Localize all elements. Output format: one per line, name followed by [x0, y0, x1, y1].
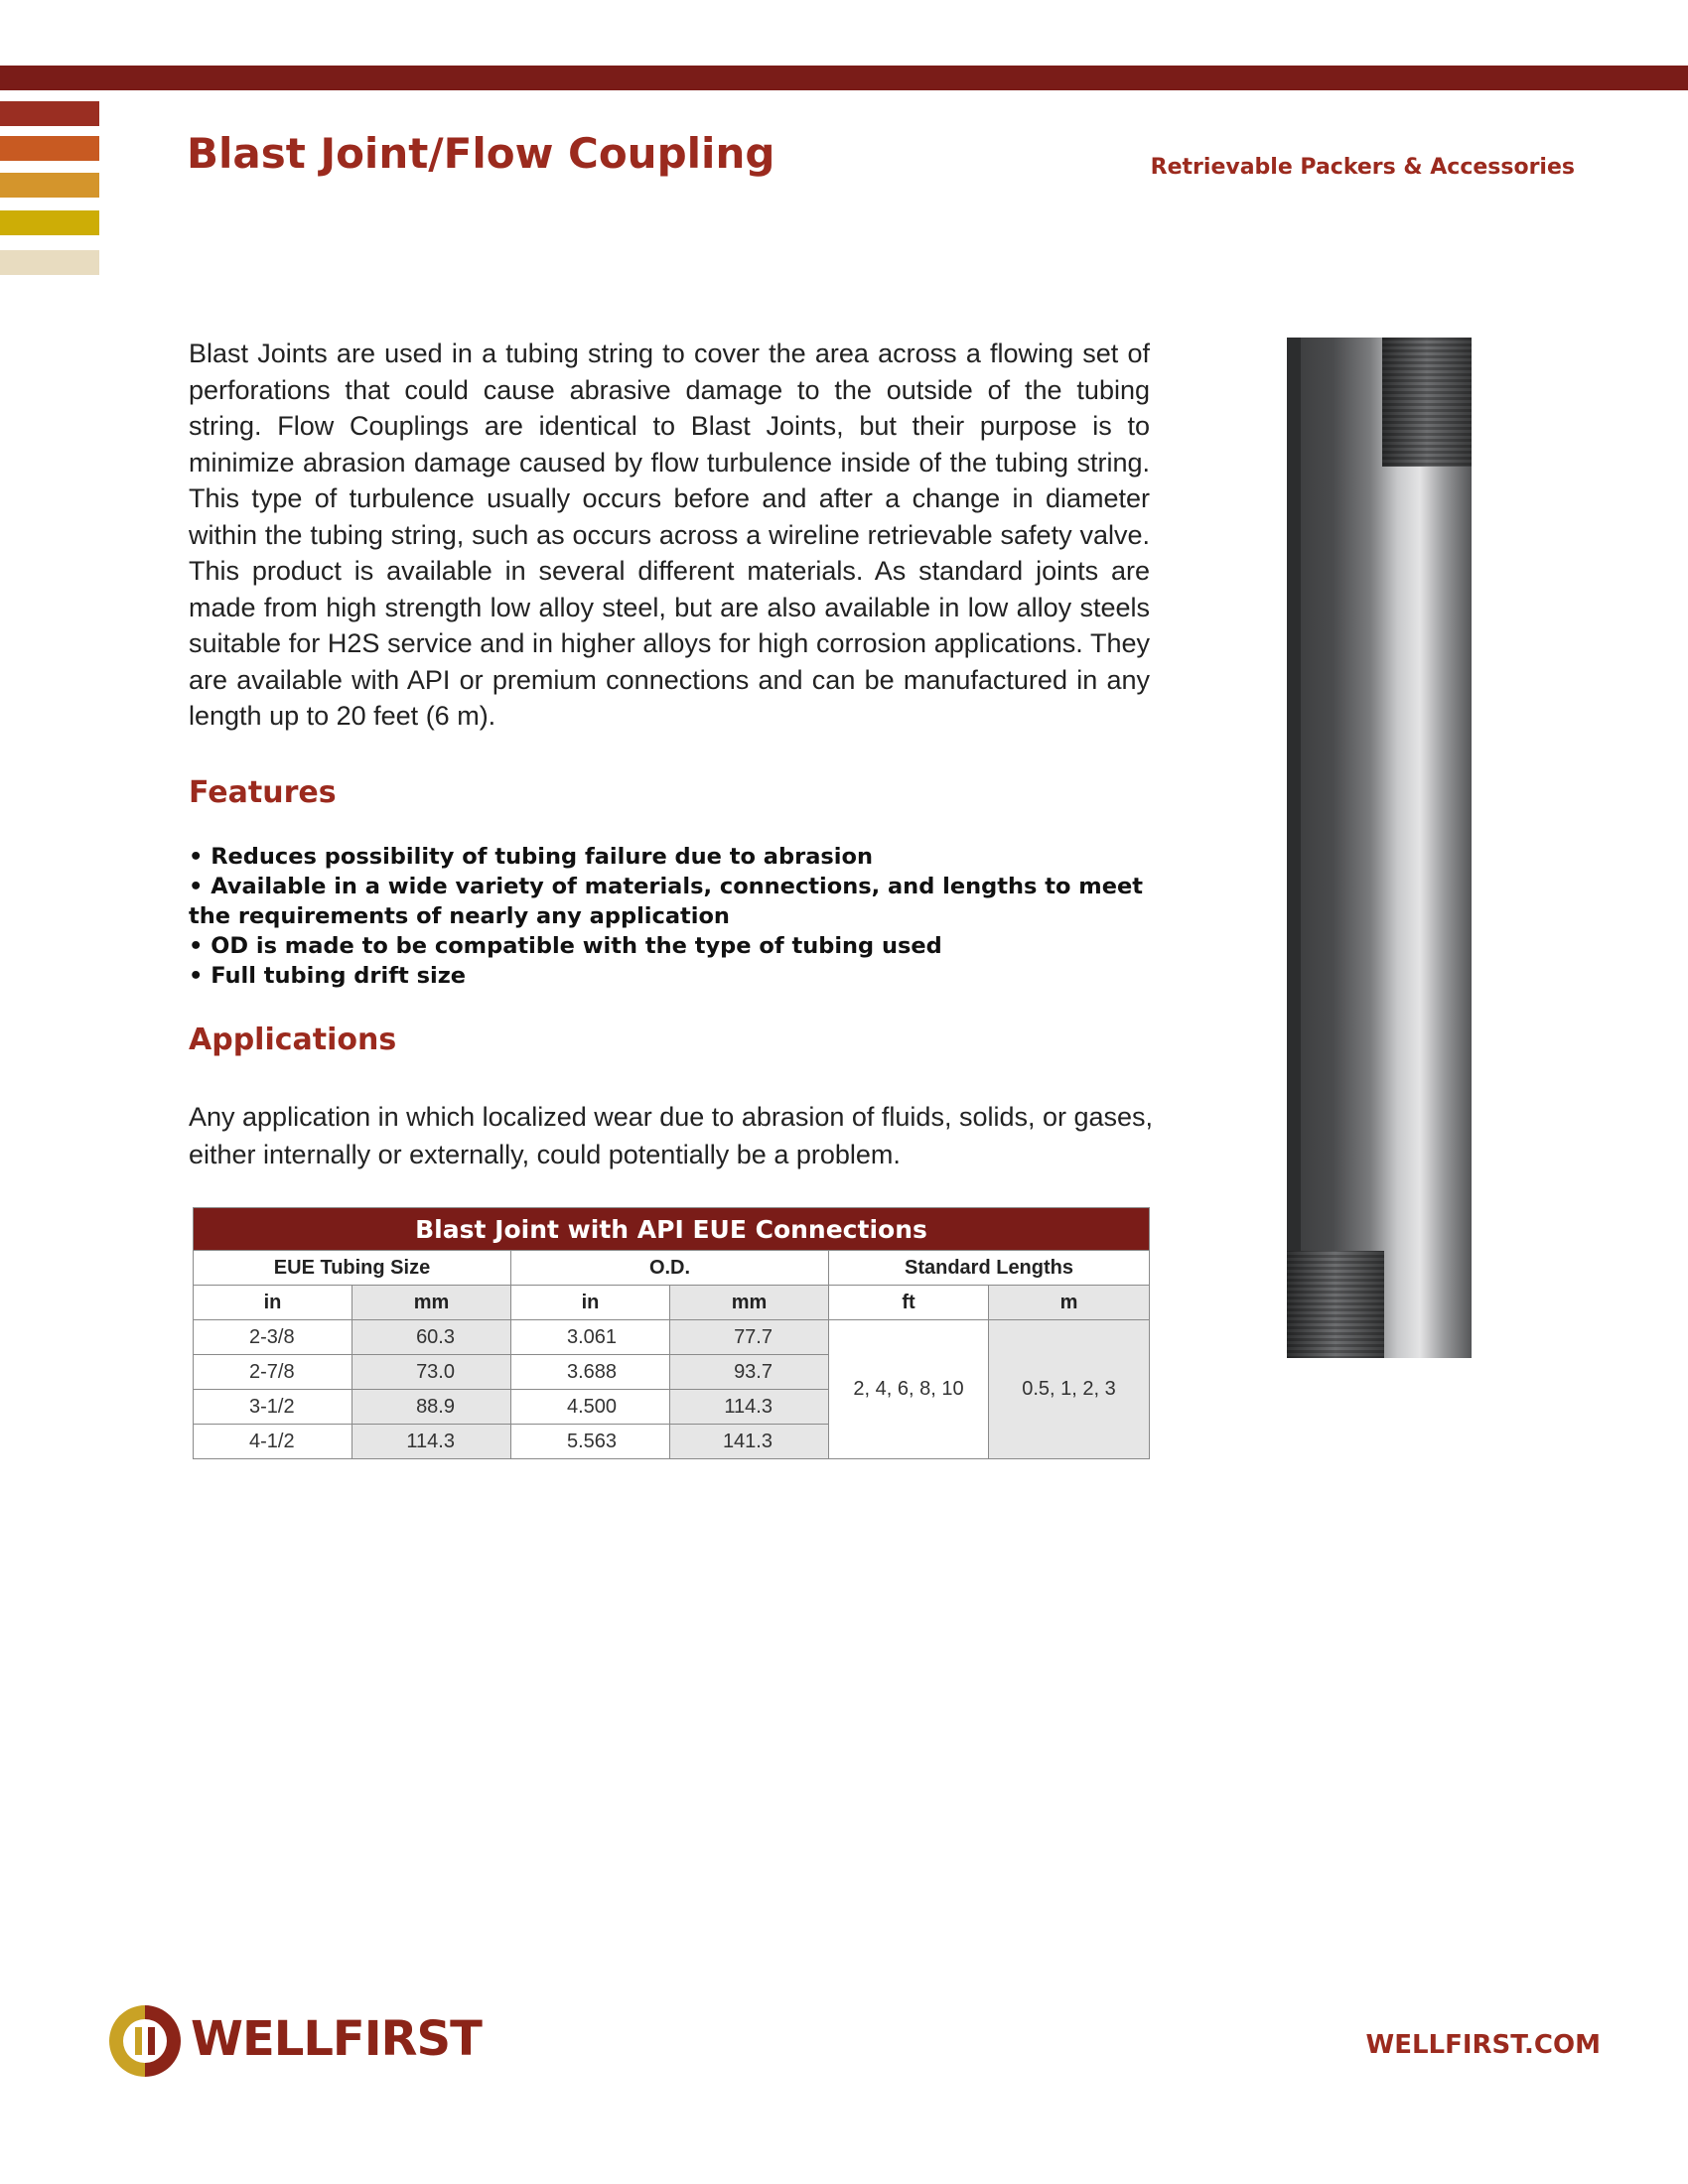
- applications-heading: Applications: [189, 1023, 397, 1057]
- table-row: [194, 1320, 1150, 1355]
- table-cell: 5.563: [511, 1425, 670, 1459]
- unit-header: in: [194, 1286, 352, 1320]
- table-cell: 2-7/8: [194, 1355, 352, 1390]
- wellfirst-logo-icon: [105, 2001, 185, 2081]
- color-stripe: [0, 101, 99, 126]
- unit-header: mm: [670, 1286, 829, 1320]
- color-stripe: [0, 210, 99, 235]
- table-title: Blast Joint with API EUE Connections: [194, 1208, 1150, 1251]
- color-stripe: [0, 173, 99, 198]
- table-cell: 93.7: [670, 1355, 829, 1390]
- column-group-header: Standard Lengths: [829, 1251, 1150, 1286]
- table-cell: 4.500: [511, 1390, 670, 1425]
- color-stripe: [0, 250, 99, 275]
- table-cell: 77.7: [670, 1320, 829, 1355]
- lengths-m-cell: 0.5, 1, 2, 3: [989, 1320, 1150, 1459]
- table-cell: 2-3/8: [194, 1320, 352, 1355]
- unit-header: ft: [829, 1286, 989, 1320]
- table-cell: 3.688: [511, 1355, 670, 1390]
- applications-text: Any application in which localized wear due to abrasion of fluids, solids, or gases, either internally or externally, could potentially be a problem.: [189, 1102, 1154, 1169]
- feature-item: • Available in a wide variety of materials, connections, and lengths to meet the requirements of nearly any application: [189, 872, 1182, 931]
- category-label: Retrievable Packers & Accessories: [1150, 155, 1575, 180]
- table-cell: 60.3: [352, 1320, 511, 1355]
- feature-item: • OD is made to be compatible with the type of tubing used: [189, 931, 1182, 961]
- table-cell: 3.061: [511, 1320, 670, 1355]
- website-link[interactable]: WELLFIRST.COM: [1365, 2030, 1601, 2060]
- product-image-blast-joint: [1287, 338, 1472, 1358]
- table-unit-header: [194, 1286, 1150, 1320]
- spec-table: [193, 1207, 1150, 1459]
- brand-name: WELLFIRST: [191, 2011, 482, 2067]
- features-list: [189, 842, 1182, 991]
- table-cell: 88.9: [352, 1390, 511, 1425]
- features-heading: Features: [189, 775, 337, 810]
- unit-header: in: [511, 1286, 670, 1320]
- table-cell: 3-1/2: [194, 1390, 352, 1425]
- table-cell: 73.0: [352, 1355, 511, 1390]
- table-cell: 114.3: [670, 1390, 829, 1425]
- table-cell: 4-1/2: [194, 1425, 352, 1459]
- table-cell: 141.3: [670, 1425, 829, 1459]
- feature-item: • Full tubing drift size: [189, 961, 1182, 991]
- column-group-header: O.D.: [511, 1251, 829, 1286]
- unit-header: m: [989, 1286, 1150, 1320]
- column-group-header: EUE Tubing Size: [194, 1251, 511, 1286]
- header-bar: [0, 66, 1688, 90]
- feature-item: • Reduces possibility of tubing failure due to abrasion: [189, 842, 1182, 872]
- lengths-ft-cell: 2, 4, 6, 8, 10: [829, 1320, 989, 1459]
- page-title: Blast Joint/Flow Coupling: [187, 129, 775, 178]
- table-cell: 114.3: [352, 1425, 511, 1459]
- intro-paragraph: Blast Joints are used in a tubing string to cover the area across a flowing set of perforations that could cause abrasive damage to the outside of the tubing string. Flow Couplings are identical to Blast Joints, but their purpose is to minimize abrasion damage caused by flow turbulence inside of the tubing string. This type of turbulence usually occurs before and after a change in diameter within the tubing string, such as occurs across a wireline retrievable safety valve. This product is available in several different materials. As standard joints are made from high strength low alloy steel, but are also available in low alloy steels suitable for H2S service and in higher alloys for high corrosion applications. They are available with API or premium connections and can be manufactured in any length up to 20 feet (6 m).: [189, 339, 1150, 731]
- unit-header: mm: [352, 1286, 511, 1320]
- color-stripe: [0, 136, 99, 161]
- table-group-header: [194, 1251, 1150, 1286]
